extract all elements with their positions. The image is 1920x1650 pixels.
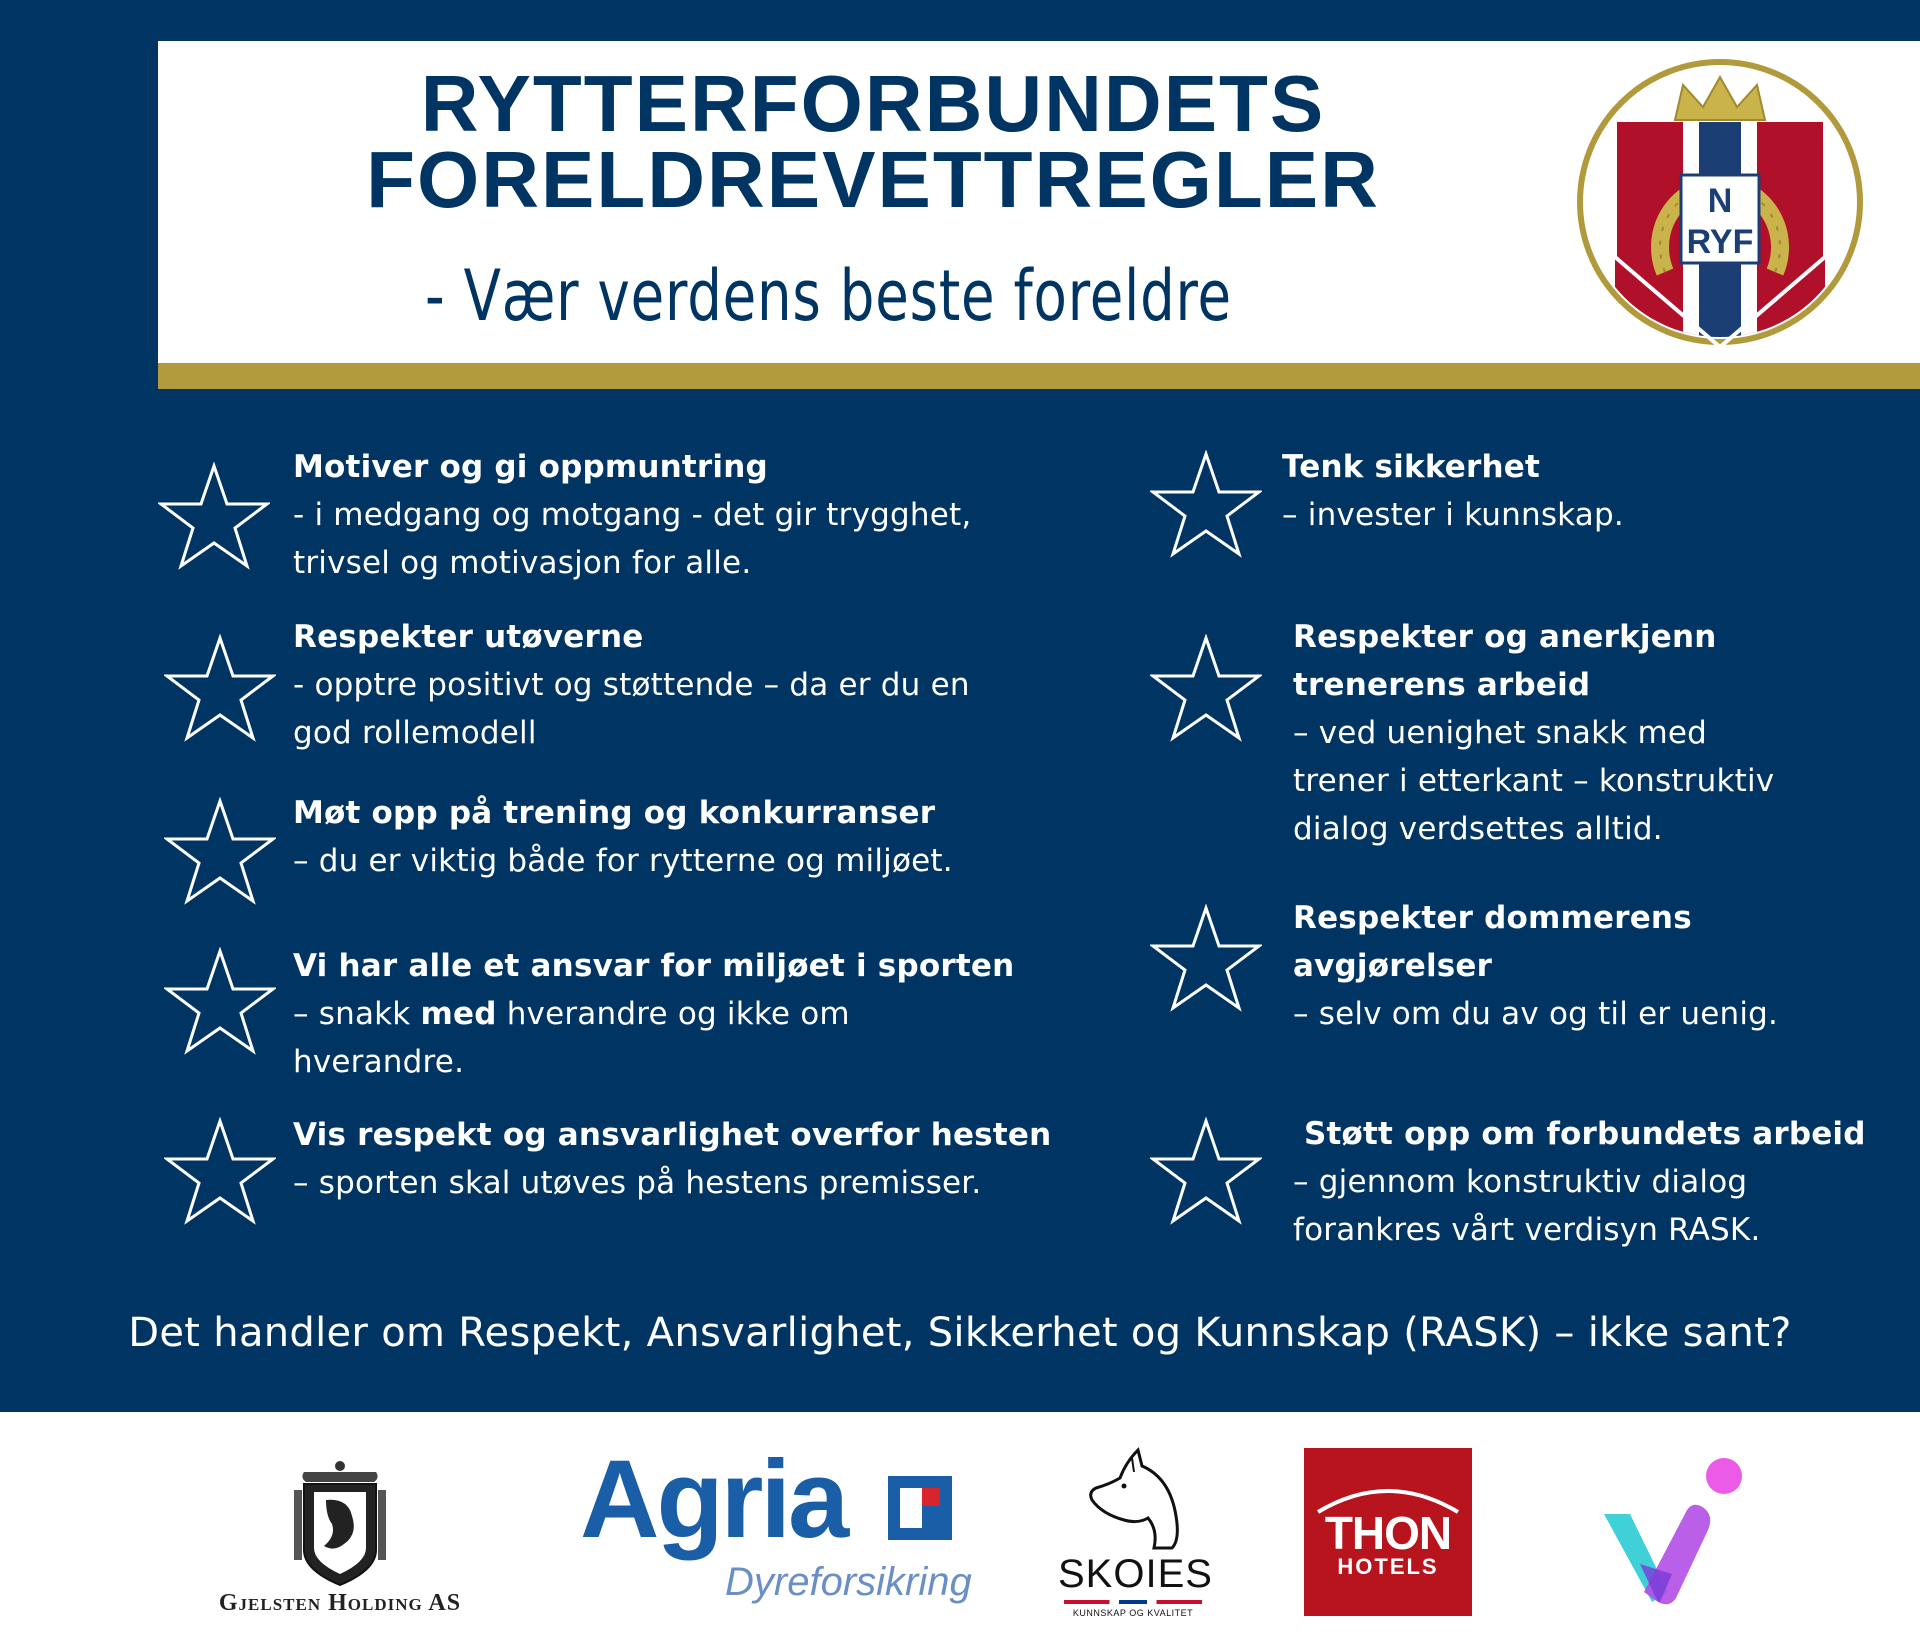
star-icon [164,797,276,905]
rule-desc: – ved uenighet snakk med [1293,715,1707,751]
sponsor-strip [0,1412,1920,1650]
thon-sub: HOTELS [1337,1554,1439,1579]
svg-text:N: N [1707,182,1733,220]
rule-desc: – invester i kunnskap. [1282,497,1624,533]
rule-left-3 [293,789,953,885]
skoies-flag-bar [1064,1600,1202,1604]
thon-wordmark: THON [1324,1507,1452,1559]
rule-title: Møt opp på trening og konkurranser [293,795,936,831]
rule-left-2 [293,613,970,757]
skoies-tagline: KUNNSKAP OG KVALITET [1072,1608,1194,1618]
svg-text:RYF: RYF [1686,223,1754,261]
rule-desc: – sporten skal utøves på hestens premisser. [293,1165,982,1201]
star-icon [1150,634,1262,742]
star-icon [164,947,276,1055]
rule-title: Respekter utøverne [293,619,644,655]
star-icon [1150,1117,1262,1225]
agria-square-icon [888,1476,952,1540]
gold-divider [158,363,1920,389]
gjelsten-label: Gjelsten Holding AS [218,1590,462,1616]
rule-desc: – du er viktig både for rytterne og miljøet. [293,843,953,879]
rule-left-1 [293,443,971,587]
rule-right-2 [1293,613,1774,853]
page-title-line2: FORELDREVETTREGLER [366,135,1380,224]
rule-left-5 [293,1111,1051,1207]
skoies-wordmark: SKOIES [1058,1552,1213,1596]
rule-title: trenerens arbeid [1293,667,1591,703]
rule-title: Støtt opp om forbundets arbeid [1293,1116,1866,1152]
thon-hotels-logo [1304,1448,1472,1616]
star-icon [158,462,270,570]
agria-logo [580,1440,970,1640]
rule-desc: – snakk med hverandre og ikke om [293,996,850,1032]
horse-head-icon [1058,1444,1208,1554]
rule-title: Respekter og anerkjenn [1293,619,1717,655]
rule-title: Respekter dommerens [1293,900,1692,936]
nryf-logo [1575,57,1865,347]
agria-subtitle: Dyreforsikring [725,1560,972,1604]
rule-desc: god rollemodell [293,715,537,751]
rule-right-4 [1293,1110,1866,1254]
star-icon [164,1117,276,1225]
rule-title: Tenk sikkerhet [1282,449,1541,485]
rule-right-3 [1293,894,1778,1038]
rule-desc: dialog verdsettes alltid. [1293,811,1663,847]
rule-desc: - opptre positivt og støttende – da er du en [293,667,970,703]
star-icon [164,634,276,742]
rule-right-1 [1282,443,1624,539]
star-icon [1150,450,1262,558]
rule-desc: trivsel og motivasjon for alle. [293,545,752,581]
agria-wordmark: Agria [580,1438,847,1561]
rule-left-4 [293,942,1014,1086]
rule-title: Motiver og gi oppmuntring [293,449,768,485]
star-icon [1150,904,1262,1012]
rask-tagline: Det handler om Respekt, Ansvarlighet, Sikkerhet og Kunnskap (RASK) – ikke sant? [128,1310,1792,1356]
rule-title: avgjørelser [1293,948,1493,984]
rule-desc: hverandre. [293,1044,465,1080]
rule-title: Vi har alle et ansvar for miljøet i sporten [293,948,1015,984]
rule-desc: - i medgang og motgang - det gir trygghet, [293,497,972,533]
rule-desc: trener i etterkant – konstruktiv [1293,763,1775,799]
page-subtitle: - Vær verdens beste foreldre [425,255,1232,337]
rule-desc: – gjennom konstruktiv dialog [1293,1164,1748,1200]
rule-title: Vis respekt og ansvarlighet overfor hesten [293,1117,1052,1153]
v-brand-icon [1600,1452,1750,1612]
gjelsten-logo [190,1450,490,1630]
page-title-line1: RYTTERFORBUNDETS [420,59,1326,148]
rule-desc: – selv om du av og til er uenig. [1293,996,1779,1032]
rule-desc: forankres vårt verdisyn RASK. [1293,1212,1761,1248]
skoies-logo [1058,1444,1213,1634]
